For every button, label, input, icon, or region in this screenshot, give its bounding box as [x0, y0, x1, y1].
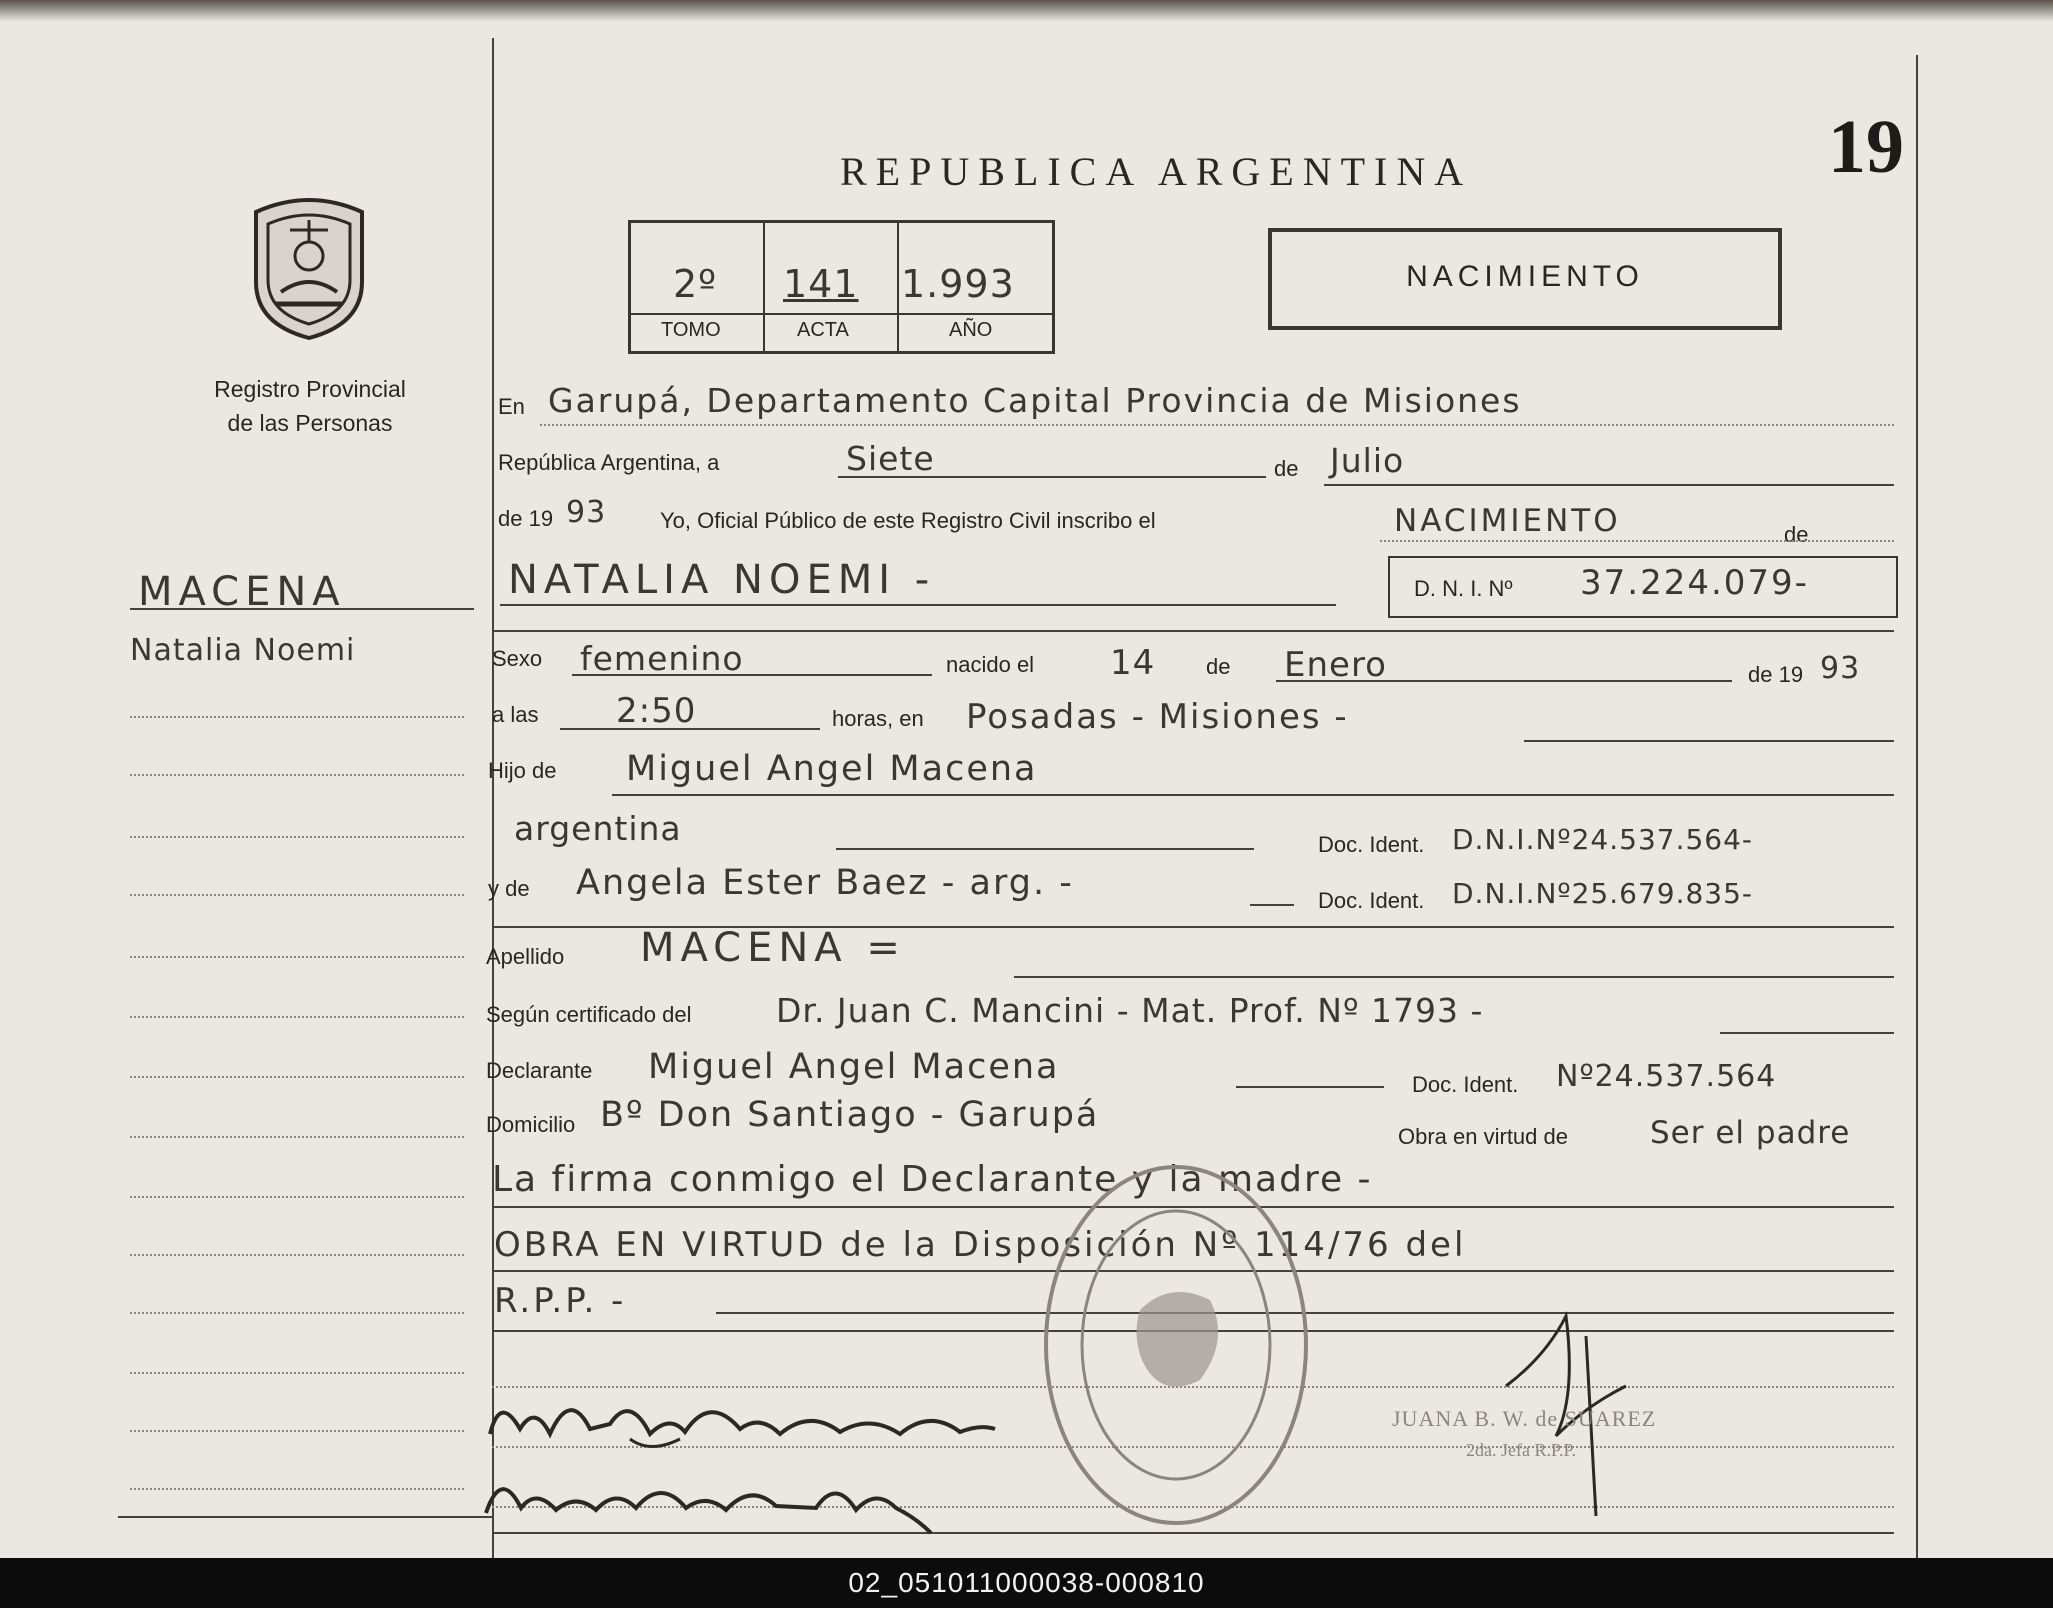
sex-label: Sexo [492, 646, 543, 671]
official-stamp [1040, 1160, 1312, 1530]
father-line [612, 794, 1894, 796]
anio-value: 1.993 [901, 262, 1015, 306]
child-name: NATALIA NOEMI - [508, 557, 936, 603]
sidebar-line [130, 716, 464, 718]
surname-label: Apellido [486, 944, 565, 969]
official-name: JUANA B. W. de SUAREZ [1392, 1406, 1657, 1431]
mother-name: Angela Ester Baez - arg. - [576, 863, 1074, 903]
day-line [838, 476, 1266, 478]
obra-value: Ser el padre [1650, 1115, 1851, 1151]
birth-place-line [1524, 740, 1894, 742]
declarant-doc-value: Nº24.537.564 [1556, 1059, 1777, 1094]
year-value: 93 [566, 495, 607, 530]
sidebar-line [130, 1016, 464, 1018]
born-label: nacido el [946, 652, 1035, 677]
registry-name [150, 372, 470, 440]
page-top-edge [0, 0, 2053, 22]
sidebar-surname-rule [130, 608, 474, 610]
month-de-label: de [1274, 456, 1299, 481]
country-heading: REPUBLICA ARGENTINA [840, 149, 1473, 194]
address-value: Bº Don Santiago - Garupá [600, 1095, 1100, 1135]
registry-box [628, 220, 1055, 354]
sidebar-line [130, 774, 464, 776]
father-nationality: argentina [514, 809, 682, 848]
sidebar-bottom-rule [118, 1516, 494, 1518]
birth-time: 2:50 [616, 691, 697, 731]
birth-de-label: de [1206, 654, 1231, 679]
sidebar-line [130, 1372, 464, 1374]
surname-value: MACENA = [640, 925, 906, 971]
document-code-bar: 02_051011000038-000810 [0, 1558, 2053, 1608]
inscription-type: NACIMIENTO [1394, 503, 1621, 539]
sidebar-line [130, 1196, 464, 1198]
official-title: 2da. Jefa R.P.P. [1466, 1440, 1577, 1460]
sidebar-line [130, 836, 464, 838]
date-label: República Argentina, a [498, 450, 720, 475]
surname-line [1014, 976, 1894, 978]
sidebar-given-names: Natalia Noemi [130, 633, 356, 668]
inscribo-text: Yo, Oficial Público de este Registro Civil inscribo el [660, 508, 1156, 533]
inscription-de: de [1784, 522, 1809, 547]
registry-name-line2: de las Personas [227, 410, 393, 436]
registry-label-rule [631, 313, 1052, 315]
sidebar-line [130, 1430, 464, 1432]
sex-line [572, 674, 932, 676]
month-line [1324, 484, 1894, 486]
father-label: Hijo de [488, 758, 557, 783]
sex-value: femenino [580, 639, 744, 678]
birth-place: Posadas - Misiones - [966, 697, 1349, 737]
father-name: Miguel Angel Macena [626, 749, 1038, 789]
sidebar-line [130, 1312, 464, 1314]
tomo-value: 2º [673, 262, 718, 306]
sidebar-line [130, 956, 464, 958]
registry-divider-1 [763, 223, 765, 351]
tomo-label: TOMO [661, 319, 721, 341]
sidebar-line [130, 1076, 464, 1078]
time-line [560, 728, 820, 730]
mother-line [1250, 904, 1294, 906]
province-seal-icon [246, 192, 372, 342]
remark-line-3: R.P.P. - [494, 1281, 627, 1321]
acta-label: ACTA [797, 319, 849, 341]
obra-label: Obra en virtud de [1398, 1124, 1568, 1149]
place-line [540, 424, 1894, 426]
page-number: 19 [1828, 105, 1904, 189]
dni-value: 37.224.079- [1580, 563, 1809, 603]
sidebar-line [130, 1136, 464, 1138]
father-doc-value: D.N.I.Nº24.537.564- [1452, 823, 1754, 856]
day-words: Siete [846, 439, 935, 478]
birth-month-line [1276, 680, 1732, 682]
month-value: Julio [1330, 441, 1405, 480]
mother-doc-label: Doc. Ident. [1318, 888, 1425, 913]
registry-name-line1: Registro Provincial [214, 376, 406, 402]
sidebar-line [130, 1254, 464, 1256]
time-label: a las [492, 702, 539, 727]
right-margin-rule [1916, 55, 1918, 1558]
year-prefix: de 19 [498, 506, 554, 531]
place-label: En [498, 394, 525, 419]
child-name-line [500, 604, 1336, 606]
father-doc-label: Doc. Ident. [1318, 832, 1425, 857]
dni-label: D. N. I. Nº [1414, 576, 1513, 601]
declarant-doc-label: Doc. Ident. [1412, 1072, 1519, 1097]
anio-label: AÑO [949, 319, 993, 341]
certificate-line [1720, 1032, 1894, 1034]
hours-label: horas, en [832, 706, 924, 731]
mother-doc-value: D.N.I.Nº25.679.835- [1452, 877, 1754, 910]
birth-year-prefix: de 19 [1748, 662, 1804, 687]
acta-value: 141 [783, 262, 859, 306]
section-rule [492, 630, 1894, 632]
declarant-name: Miguel Angel Macena [648, 1047, 1060, 1087]
inscription-line [1380, 540, 1894, 542]
nationality-line [836, 848, 1254, 850]
address-label: Domicilio [486, 1112, 576, 1137]
declarant-label: Declarante [486, 1058, 593, 1083]
sidebar-line [130, 894, 464, 896]
remark-line-1: La firma conmigo el Declarante y la madre - [492, 1159, 1373, 1200]
certificate-label: Según certificado del [486, 1002, 692, 1027]
father-signature [480, 1384, 1000, 1464]
act-type-box [1268, 228, 1782, 330]
place-value: Garupá, Departamento Capital Provincia de Misiones [548, 381, 1522, 420]
mother-label: y de [488, 876, 530, 901]
certificate-value: Dr. Juan C. Mancini - Mat. Prof. Nº 1793 - [776, 991, 1484, 1030]
declarant-line [1236, 1086, 1384, 1088]
act-type-label: NACIMIENTO [1406, 260, 1644, 293]
remark-line-2: OBRA EN VIRTUD de la Disposición Nº 114/76 del [494, 1225, 1467, 1265]
sidebar-line [130, 1488, 464, 1490]
birth-month: Enero [1284, 645, 1387, 685]
birth-year: 93 [1820, 651, 1861, 686]
sidebar-surname: MACENA [138, 569, 346, 615]
registry-divider-2 [897, 223, 899, 351]
birth-day: 14 [1110, 643, 1156, 683]
mother-signature [476, 1458, 936, 1538]
dni-box [1388, 556, 1898, 618]
